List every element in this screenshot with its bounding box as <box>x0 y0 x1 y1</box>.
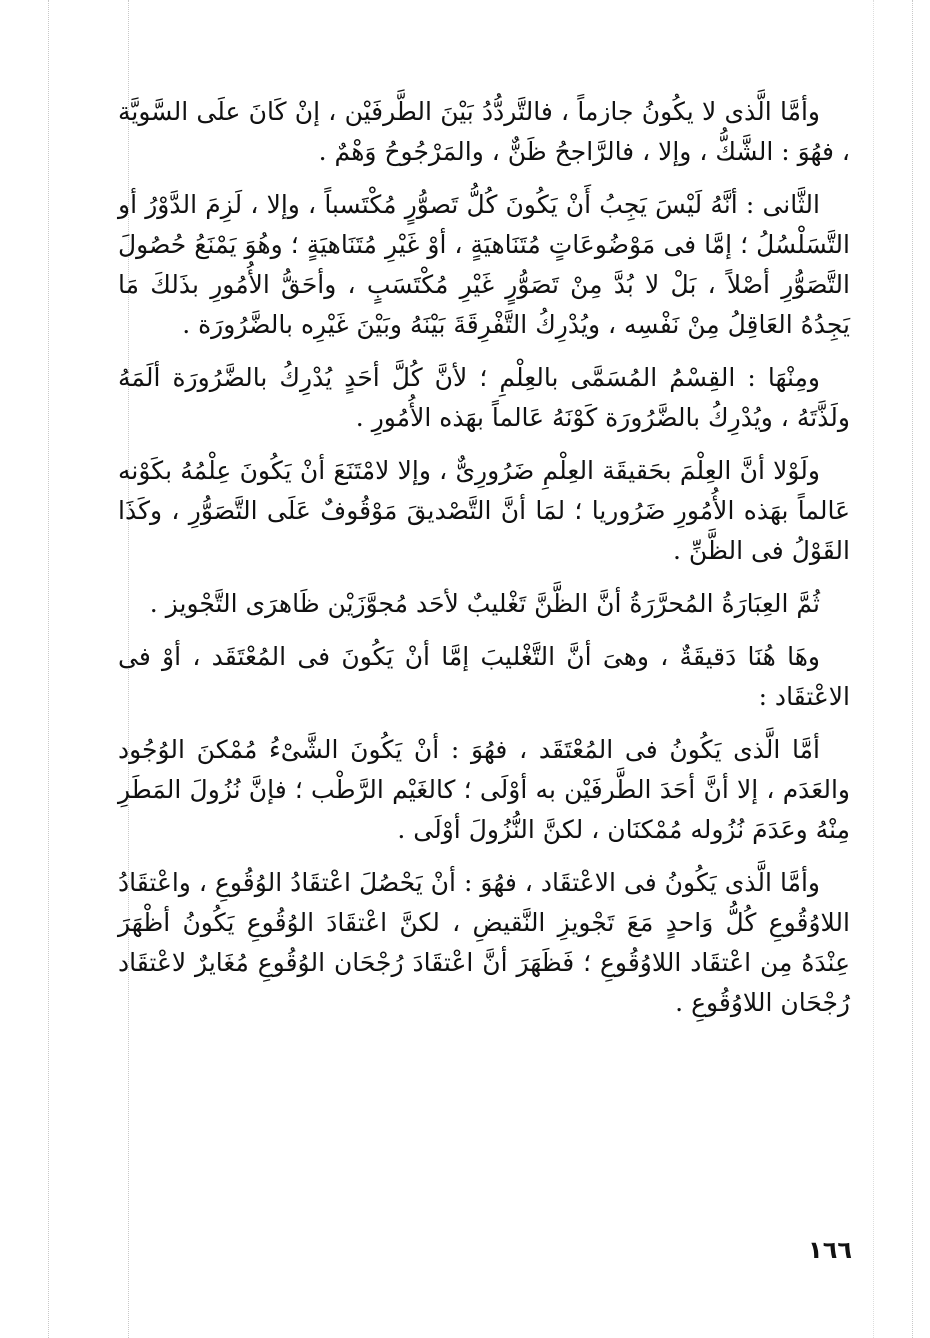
paragraph-5: ثُمَّ العِبَارَةُ المُحرَّرَةُ أنَّ الظَّنَّ تَغْليبٌ لأحَد مُجوَّزَيْن ظَاهرَى التَّجْويز . <box>149 589 820 618</box>
paragraph-7: أمَّا الَّذى يَكُونُ فى المُعْتَقَد ، فهُوَ : أنْ يَكُونَ الشَّىْءُ مُمْكنَ الوُجُود والعَدَم ، إلا أنَّ أحَدَ الطَّرفَيْن به أوْلَى ؛ كالغَيْم الرَّطْب ؛ فإنَّ نُزُولَ المَطَرِ مِنْهُ وعَدَمَ نُزُوله مُمْكنَان ، لكنَّ النُّزُولَ أوْلَى . <box>118 735 850 844</box>
scan-artifact-line <box>48 0 49 1338</box>
paragraph-2: الثَّانى : أنَّهُ لَيْسَ يَجِبُ أَنْ يَكُونَ كُلُّ تَصوُّرٍ مُكْتَسباً ، وإلا ، لَزِمَ الدَّوْرُ أو التَّسَلْسُلُ ؛ إمَّا فى مَوْضُوعَاتٍ مُتَنَاهيَةٍ ، أوْ غَيْرِ مُتَنَاهيَةٍ ؛ وهُوَ يَمْنَعُ حُصُولَ التَّصَوُّرِ أصْلاً ، بَلْ لا بُدَّ مِنْ تَصَوُّرٍ غَيْرِ مُكْتَسَبٍ ، وأحَقُّ الأُمُورِ بذَلكَ مَا يَجِدُهُ العَاقِلُ مِنْ نَفْسِه ، ويُدْرِكُ التَّفْرِقَةَ بَيْنَهُ وبَيْنَ غَيْرِه بالضَّرُورَة . <box>118 190 850 339</box>
body-text <box>118 92 850 1036</box>
paragraph-1: وأمَّا الَّذى لا يكُونُ جازماً ، فالتَّردُّدُ بَيْنَ الطَّرفَيْن ، إنْ كَانَ علَى السَّويَّة ، فهُوَ : الشَّكُّ ، وإلا ، فالرَّاجحُ ظَنٌّ ، والمَرْجُوحُ وَهْمٌ . <box>118 97 850 166</box>
paragraph-4: ولَوْلا أنَّ العِلْمَ بحَقيقَة العِلْمِ ضَرُورِىٌّ ، وإلا لامْتَنَعَ أنْ يَكُونَ عِلْمُهُ بكَوْنه عَالماً بهَذه الأُمُورِ ضَرُوريا ؛ لمَا أنَّ التَّصْديقَ مَوْقُوفٌ عَلَى التَّصَوُّرِ ، وكَذَا القَوْلُ فى الظَّنِّ . <box>118 456 850 565</box>
paragraph-6: وهَا هُنَا دَقيقَةٌ ، وهىَ أنَّ التَّغْليبَ إمَّا أنْ يَكُونَ فى المُعْتَقَد ، أوْ فى الاعْتقَاد : <box>118 642 850 711</box>
paragraph-8: وأمَّا الَّذى يَكُونُ فى الاعْتقَاد ، فهُوَ : أنْ يَحْصُلَ اعْتقَادُ الوُقُوعِ ، واعْتقَادُ اللاوُقُوعِ كُلُّ وَاحدٍ مَعَ تَجْويزِ النَّقيضِ ، لكنَّ اعْتقَادَ الوُقُوعِ يَكُونُ أظْهَرَ عِنْدَهُ مِن اعْتقَاد اللاوُقُوعِ ؛ فَظَهَرَ أنَّ اعْتقَادَ رُجْحَان الوُقُوعِ مُغَايرٌ لاعْتقَاد رُجْحَان اللاوُقُوعِ . <box>118 868 850 1017</box>
page-number: ١٦٦ <box>808 1236 852 1264</box>
scan-artifact-line <box>912 0 913 1338</box>
scan-artifact-line <box>873 0 874 1338</box>
paragraph-3: ومِنْهَا : القِسْمُ المُسَمَّى بالعِلْمِ ؛ لأنَّ كُلَّ أحَدٍ يُدْرِكُ بالضَّرُورَة ألَمَهُ ولَذَّتَهُ ، ويُدْرِكُ بالضَّرُورَة كَوْنَهُ عَالماً بهَذه الأُمُورِ . <box>118 363 850 432</box>
